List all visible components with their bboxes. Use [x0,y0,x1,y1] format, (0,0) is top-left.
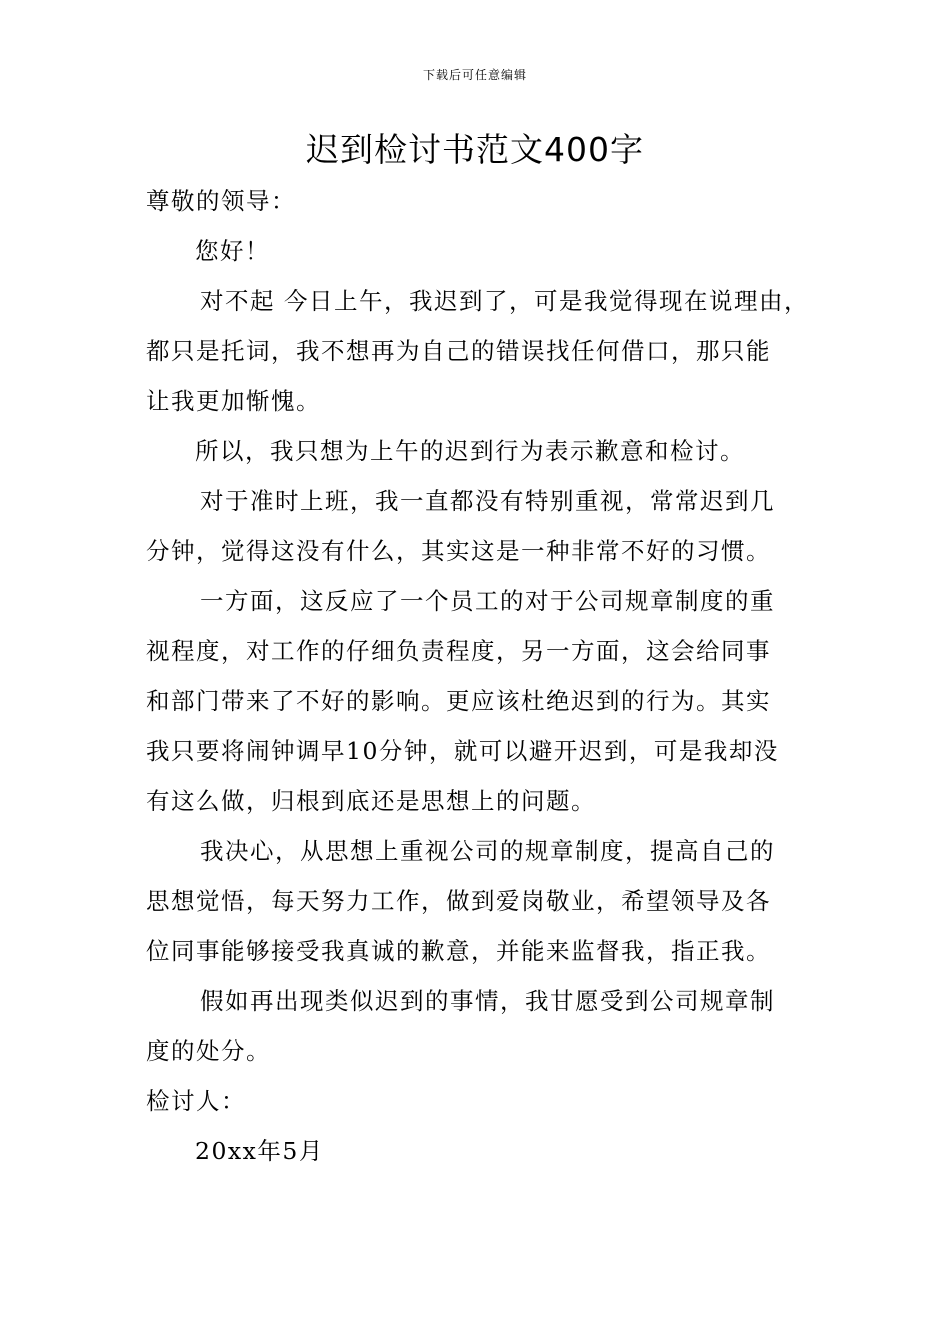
paragraph-line: 一方面，这反应了一个员工的对于公司规章制度的重 [200,587,775,615]
document-body [146,176,811,1176]
paragraph-line: 假如再出现类似迟到的事情，我甘愿受到公司规章制 [200,987,775,1015]
greeting: 您好！ [195,237,270,265]
document-title: 迟到检讨书范文400字 [306,130,644,169]
paragraph-line: 我只要将闹钟调早10分钟，就可以避开迟到，可是我却没 [146,737,779,765]
paragraph-line: 都只是托词，我不想再为自己的错误找任何借口，那只能 [146,337,771,365]
paragraph-line: 和部门带来了不好的影响。更应该杜绝迟到的行为。其实 [146,687,771,715]
paragraph-line: 视程度，对工作的仔细负责程度，另一方面，这会给同事 [146,637,771,665]
paragraph-line: 让我更加惭愧。 [146,387,321,415]
paragraph-line: 对于准时上班，我一直都没有特别重视，常常迟到几 [200,487,775,515]
paragraph-line: 思想觉悟，每天努力工作，做到爱岗敬业，希望领导及各 [146,887,771,915]
paragraph-line: 有这么做，归根到底还是思想上的问题。 [146,787,596,815]
header-note: 下载后可任意编辑 [422,68,527,82]
signature-date: 20xx年5月 [195,1137,324,1165]
salutation: 尊敬的领导： [146,187,296,215]
paragraph-line: 度的处分。 [146,1037,271,1065]
paragraph-line: 对不起 今日上午，我迟到了，可是我觉得现在说理由， [200,287,809,315]
paragraph-line: 分钟，觉得这没有什么，其实这是一种非常不好的习惯。 [146,537,771,565]
paragraph-line: 位同事能够接受我真诚的歉意，并能来监督我，指正我。 [146,937,771,965]
paragraph-line: 我决心，从思想上重视公司的规章制度，提高自己的 [200,837,775,865]
paragraph-line: 所以，我只想为上午的迟到行为表示歉意和检讨。 [195,437,745,465]
signature-label: 检讨人： [146,1087,246,1115]
